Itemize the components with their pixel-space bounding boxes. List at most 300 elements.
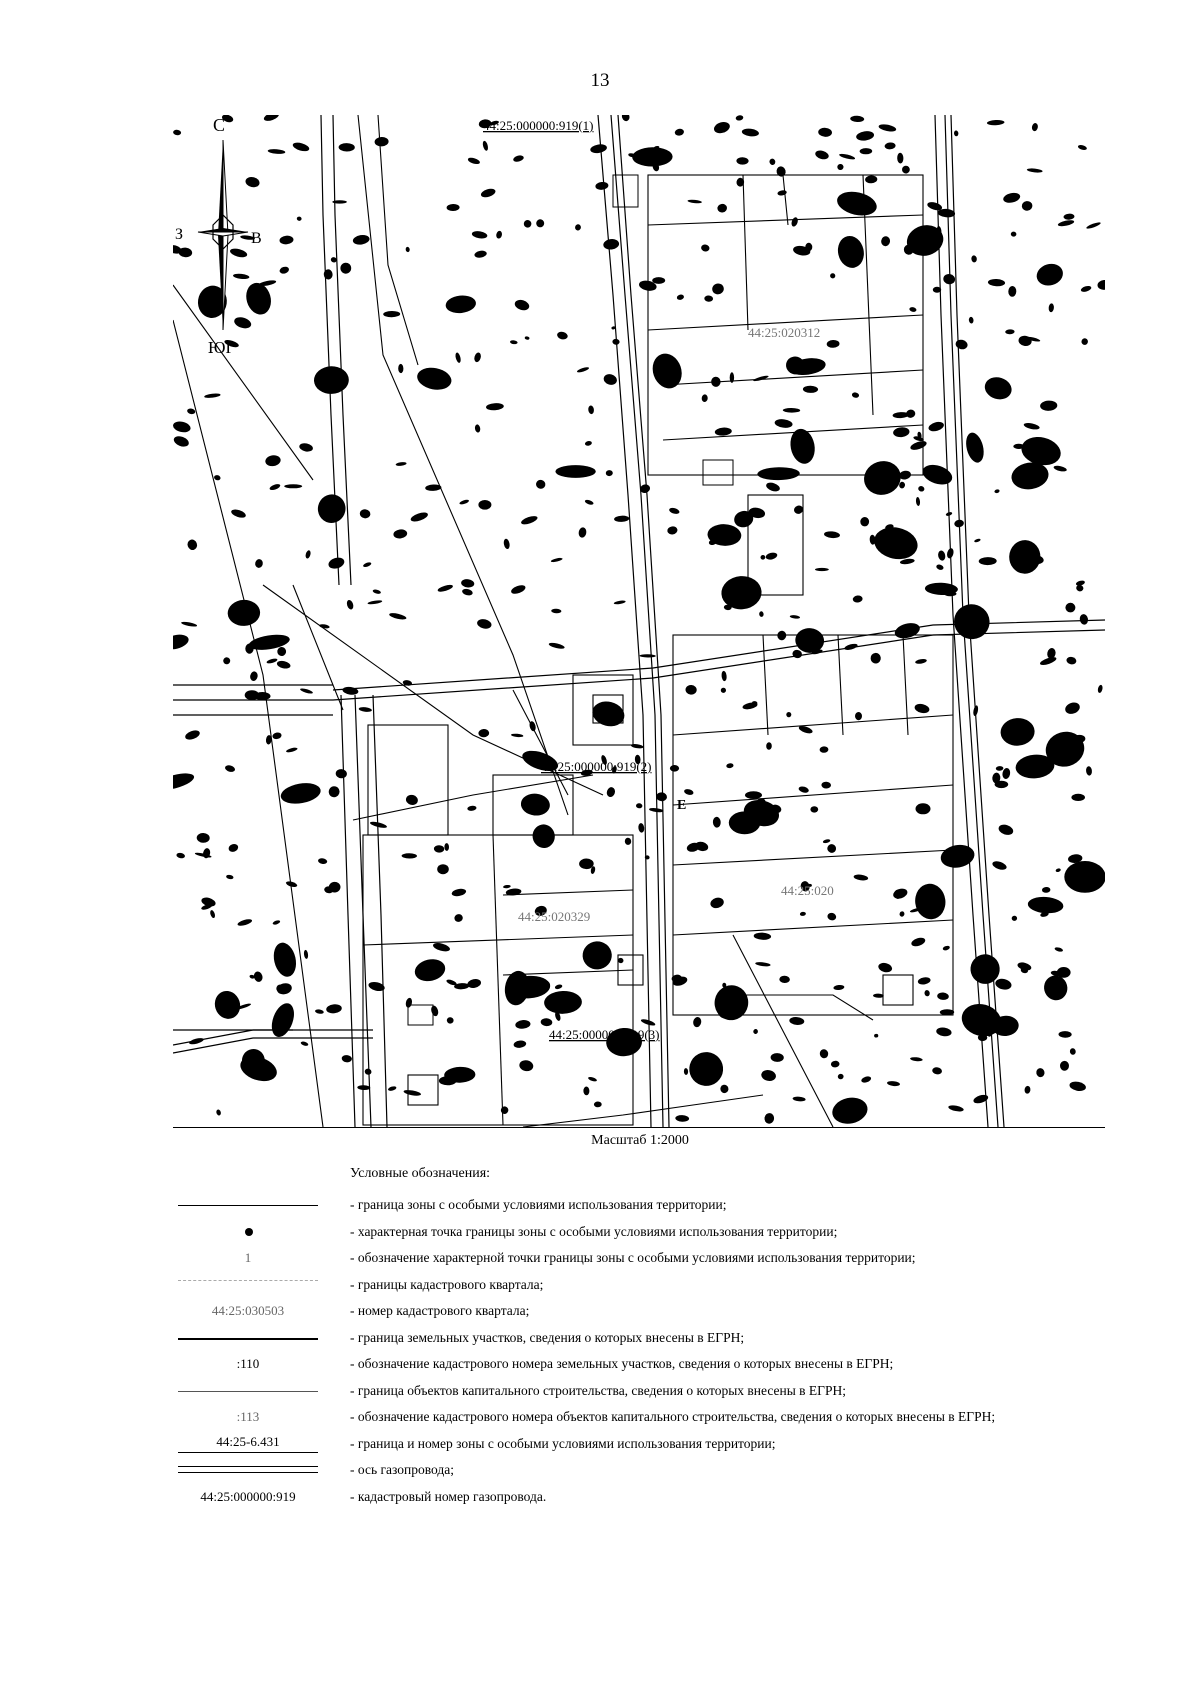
vegetation-blob [196,833,209,843]
vegetation-blob [818,127,833,137]
vegetation-blob [357,1085,370,1090]
map-marker: E [677,798,687,813]
vegetation-blob [715,427,733,436]
vegetation-blob [1064,861,1105,893]
vegetation-blob [997,823,1014,837]
vegetation-blob [395,462,406,467]
vegetation-blob [670,765,679,772]
vegetation-blob [1008,286,1016,297]
vegetation-blob [754,932,772,940]
legend-item [170,1298,1130,1325]
vegetation-blob [476,618,492,630]
vegetation-blob [315,1009,324,1015]
vegetation-blob [704,295,713,302]
vegetation-blob [652,277,665,284]
vegetation-blob [405,997,413,1008]
vegetation-blob [187,408,196,415]
vegetation-blob [467,805,477,811]
vegetation-blob [683,788,694,796]
vegetation-blob [503,538,510,549]
vegetation-blob [544,990,583,1014]
vegetation-blob [606,470,613,476]
vegetation-blob [1086,221,1102,230]
vegetation-blob [1077,144,1087,151]
vegetation-blob [927,420,945,433]
vegetation-blob [437,864,449,874]
vegetation-blob [515,1019,531,1029]
vegetation-blob [916,803,931,814]
vegetation-blob [303,950,308,959]
vegetation-blob [824,531,841,539]
legend-symbol-zone-boundary [170,1192,326,1218]
vegetation-blob [853,874,868,882]
vegetation-blob [227,843,239,853]
vegetation-blob [451,888,467,898]
vegetation-blob [388,1085,397,1091]
vegetation-blob [735,115,743,121]
vegetation-blob [860,1075,871,1084]
vegetation-blob [461,588,473,596]
vegetation-blob [503,885,511,889]
vegetation-blob [851,392,859,399]
vegetation-blob [1069,1048,1076,1055]
map-scale: Масштаб 1:2000 [591,1133,689,1148]
gas-pipeline-label-1: 44:25:000000:919(1) [483,118,594,133]
vegetation-blob [726,763,734,769]
vegetation-blob [769,158,776,166]
vegetation-blob [1081,337,1089,345]
vegetation-blob [237,918,253,927]
legend-symbol-text: 44:25-6.431 [178,1434,318,1453]
legend-symbol-building-boundary [170,1378,326,1404]
vegetation-blob [640,1018,656,1027]
vegetation-blob [1064,701,1082,716]
vegetation-blob [1027,896,1064,915]
vegetation-blob [454,913,464,922]
vegetation-blob [467,978,482,989]
vegetation-blob [757,467,800,481]
vegetation-blob [268,148,286,154]
vegetation-blob [590,698,627,729]
vegetation-blob [1018,335,1033,347]
vegetation-blob [790,615,801,619]
vegetation-blob [594,1101,602,1107]
vegetation-blob [1086,766,1093,776]
vegetation-blob [263,115,280,123]
vegetation-blob [963,431,986,465]
vegetation-blob [901,165,911,175]
vegetation-blob [520,514,538,526]
vegetation-blob [374,137,388,147]
vegetation-blob [474,424,481,433]
vegetation-blob [578,527,587,538]
vegetation-blob [584,499,594,506]
legend-text: - номер кадастрового квартала; [350,1303,530,1318]
vegetation-blob [860,148,873,154]
vegetation-blob [367,600,382,605]
vegetation-blob [687,199,702,204]
vegetation-blob [211,988,243,1023]
vegetation-blob [272,732,282,740]
vegetation-blob [410,511,429,524]
vegetation-blob [948,1104,964,1112]
vegetation-blob [971,255,977,263]
vegetation-blob [870,652,881,664]
vegetation-blob [268,1000,299,1040]
vegetation-blob [1071,794,1085,801]
vegetation-blob [936,1027,952,1038]
vegetation-blob [279,266,290,275]
legend-symbol-text: 44:25:030503 [211,1303,285,1318]
vegetation-blob [398,364,403,373]
vegetation-blob [777,190,787,197]
vegetation-blob [372,589,381,595]
legend-item [170,1484,1130,1511]
vegetation-blob [621,115,631,122]
vegetation-blob [839,153,856,161]
vegetation-blob [1060,1061,1069,1071]
quarter-number-b: 44:25:020329 [518,909,591,924]
vegetation-blob [276,660,291,670]
vegetation-blob [674,128,684,136]
vegetation-blob [860,456,906,499]
vegetation-blob [760,555,765,560]
vegetation-blob [779,976,790,984]
vegetation-blob [352,234,370,246]
vegetation-blob [1048,303,1054,312]
vegetation-blob [446,1017,453,1024]
legend-item [170,1272,1130,1299]
vegetation-blob [279,780,322,806]
vegetation-blob [393,528,408,539]
vegetation-blob [510,340,518,345]
vegetation-blob [495,230,502,239]
vegetation-blob [204,393,221,399]
vegetation-blob [996,766,1004,771]
vegetation-blob [535,479,546,490]
vegetation-blob [987,120,1005,126]
vegetation-blob [181,621,198,628]
vegetation-blob [940,1009,955,1015]
vegetation-blob [296,216,302,221]
vegetation-blob [245,176,261,189]
vegetation-blob [1069,1080,1087,1092]
vegetation-blob [826,843,837,854]
vegetation-blob [229,247,248,259]
vegetation-blob [548,642,565,650]
vegetation-blob [574,224,581,231]
vegetation-blob [865,175,878,183]
vegetation-blob [790,216,799,227]
vegetation-blob [656,792,668,802]
vegetation-blob [602,373,618,387]
vegetation-blob [227,599,261,627]
vegetation-blob [835,188,879,219]
vegetation-blob [792,1096,805,1102]
vegetation-blob [830,1094,870,1126]
vegetation-blob [833,984,844,990]
vegetation-blob [765,552,778,561]
vegetation-blob [892,887,909,900]
vegetation-blob [286,747,298,754]
vegetation-blob [917,976,931,985]
vegetation-blob [1002,191,1021,204]
vegetation-blob [874,1034,879,1038]
vegetation-blob [920,461,955,488]
vegetation-blob [711,282,725,295]
vegetation-blob [850,115,864,122]
vegetation-blob [513,298,530,312]
vegetation-blob [766,742,772,750]
vegetation-blob [1058,1031,1071,1038]
vegetation-blob [588,1076,598,1082]
vegetation-blob [554,984,562,990]
vegetation-blob [856,130,875,142]
vegetation-blob [667,526,678,535]
gas-pipeline-label-3: 44:25:000000:919(3) [549,1027,660,1042]
vegetation-blob [279,235,294,245]
vegetation-blob [632,147,673,167]
vegetation-blob [341,1055,352,1063]
cadastral-map [173,115,1105,1128]
gas-pipeline-label-2: 44:25:000000:919(2) [541,759,652,774]
vegetation-blob [709,896,725,910]
vegetation-blob [253,970,264,983]
vegetation-blob [755,961,771,967]
vegetation-blob [1035,1067,1045,1078]
legend-text: - граница объектов капитального строительства, сведения о которых внесены в ЕГРН; [350,1382,846,1398]
vegetation-blob [184,729,201,742]
legend-text: - обозначение кадастрового номера земельных участков, сведения о которых внесены в ЕГРН; [350,1356,894,1371]
vegetation-blob [692,1016,702,1028]
vegetation-blob [881,236,891,247]
vegetation-blob [478,500,491,510]
vegetation-blob [937,992,949,1000]
legend-symbol-text: 1 [244,1250,252,1265]
vegetation-blob [995,781,1009,788]
vegetation-blob [473,352,482,363]
compass-west: З [175,226,184,243]
vegetation-blob [910,1057,923,1062]
vegetation-blob [446,204,459,211]
vegetation-blob [405,247,410,253]
vegetation-blob [685,685,697,696]
vegetation-blob [764,1112,775,1124]
vegetation-blob [1097,279,1105,290]
legend-text: - граница зоны с особыми условиями использования территории; [350,1197,727,1212]
legend-item [170,1431,1130,1458]
vegetation-blob [721,671,727,682]
vegetation-blob [556,331,568,341]
legend-symbol-dot [170,1219,326,1245]
vegetation-blob [551,609,561,614]
vegetation-blob [579,858,594,869]
vegetation-blob [745,791,762,799]
vegetation-blob [624,837,631,845]
legend-text: - граница и номер зоны с особыми условиями использования территории; [350,1435,776,1451]
vegetation-blob [576,366,589,373]
vegetation-blob [480,187,497,199]
vegetation-blob [511,733,524,737]
vegetation-blob [741,128,759,138]
legend-item [170,1457,1130,1484]
vegetation-blob [909,439,927,451]
vegetation-blob [318,858,328,865]
vegetation-blob [223,657,231,665]
vegetation-blob [402,853,417,858]
vegetation-blob [800,912,806,917]
vegetation-blob [430,1005,439,1017]
vegetation-blob [588,405,595,414]
vegetation-blob [415,365,453,393]
vegetation-blob [459,499,470,506]
vegetation-blob [523,219,533,229]
vegetation-blob [982,374,1014,403]
vegetation-blob [814,149,830,161]
vegetation-blob [942,945,950,951]
vegetation-blob [518,1059,534,1072]
vegetation-blob [969,953,1001,985]
vegetation-blob [717,203,728,213]
vegetation-blob [823,839,831,844]
compass-east: В [251,230,262,247]
vegetation-blob [233,273,250,280]
legend-text: - граница земельных участков, сведения о которых внесены в ЕГРН; [350,1329,745,1345]
legend-symbol-building-number [170,1404,326,1430]
vegetation-blob [173,770,196,793]
vegetation-blob [226,874,234,880]
vegetation-blob [819,1048,830,1059]
vegetation-blob [265,454,282,467]
vegetation-blob [272,920,281,926]
vegetation-blob [1053,465,1067,473]
map-canvas [173,115,1105,1127]
vegetation-blob [852,595,863,603]
legend-symbol-zone-number [170,1431,326,1457]
vegetation-blob [1000,717,1036,747]
vegetation-blob [878,123,897,133]
vegetation-blob [524,336,529,340]
vegetation-blob [711,982,751,1023]
vegetation-blob [720,687,726,693]
vegetation-blob [701,394,708,402]
compass-south: ЮГ [208,338,236,357]
vegetation-blob [887,1081,900,1087]
vegetation-blob [363,561,372,568]
page-number: 13 [590,70,610,91]
vegetation-blob [513,1040,526,1049]
vegetation-blob [437,584,454,594]
vegetation-blob [315,492,348,526]
vegetation-blob [893,426,910,437]
vegetation-blob [855,712,862,720]
vegetation-blob [994,977,1012,991]
vegetation-blob [342,686,359,696]
vegetation-blob [455,352,462,363]
vegetation-blob [224,764,236,773]
vegetation-blob [327,556,346,571]
quarter-number-c: 44:25:020 [781,883,834,898]
vegetation-blob [326,1004,342,1015]
legend-item [170,1351,1130,1378]
vegetation-blob [486,403,504,411]
vegetation-blob [932,1067,943,1075]
vegetation-blob [383,311,400,317]
vegetation-blob [770,1053,783,1062]
vegetation-blob [786,712,791,717]
vegetation-blob [550,557,562,563]
vegetation-blob [364,1068,372,1075]
vegetation-blob [243,280,275,318]
vegetation-blob [173,632,190,652]
legend-symbol-quarter-number [170,1298,326,1324]
vegetation-blob [914,703,931,715]
vegetation-blob [760,1069,777,1082]
vegetation-blob [276,982,293,996]
vegetation-blob [299,442,314,453]
vegetation-blob [444,843,449,851]
vegetation-blob [595,181,609,190]
vegetation-blob [860,517,869,527]
vegetation-blob [877,962,893,974]
vegetation-blob [413,956,448,984]
vegetation-blob [173,420,192,434]
vegetation-blob [827,912,837,922]
vegetation-blob [819,746,828,753]
vegetation-blob [1042,887,1051,893]
vegetation-blob [636,803,643,808]
vegetation-blob [173,434,190,448]
legend-item [170,1378,1130,1405]
vegetation-blob [284,484,302,488]
vegetation-blob [648,350,686,393]
vegetation-blob [1063,213,1074,220]
legend-text: - характерная точка границы зоны с особыми условиями использования территории; [350,1223,838,1239]
vegetation-blob [873,993,884,998]
vegetation-blob [1080,285,1092,293]
vegetation-blob [798,785,810,793]
vegetation-blob [910,936,926,948]
vegetation-blob [884,142,896,150]
vegetation-blob [916,497,921,506]
vegetation-blob [1031,123,1038,132]
vegetation-blob [474,250,487,259]
legend-text: - кадастровый номер газопровода. [350,1488,547,1504]
vegetation-blob [700,244,710,253]
vegetation-blob [900,558,915,565]
legend-text: - обозначение характерной точки границы зоны с особыми условиями использования территории; [350,1250,916,1265]
vegetation-blob [1024,1086,1031,1095]
vegetation-blob [1011,231,1017,236]
legend-symbol-parcel-boundary [170,1325,326,1351]
vegetation-blob [1021,200,1033,211]
vegetation-blob [335,769,347,779]
legend-symbol-gas-number [170,1484,326,1510]
vegetation-blob [831,1060,840,1067]
vegetation-blob [789,1016,805,1025]
legend-item [170,1219,1130,1246]
vegetation-blob [305,550,312,559]
vegetation-blob [736,157,748,165]
vegetation-blob [775,165,786,177]
vegetation-blob [979,557,997,565]
vegetation-blob [688,1051,725,1088]
vegetation-blob [254,692,270,700]
vegetation-blob [216,1109,222,1116]
vegetation-blob [540,1018,552,1027]
vegetation-blob [821,781,831,788]
vegetation-blob [1008,539,1041,574]
